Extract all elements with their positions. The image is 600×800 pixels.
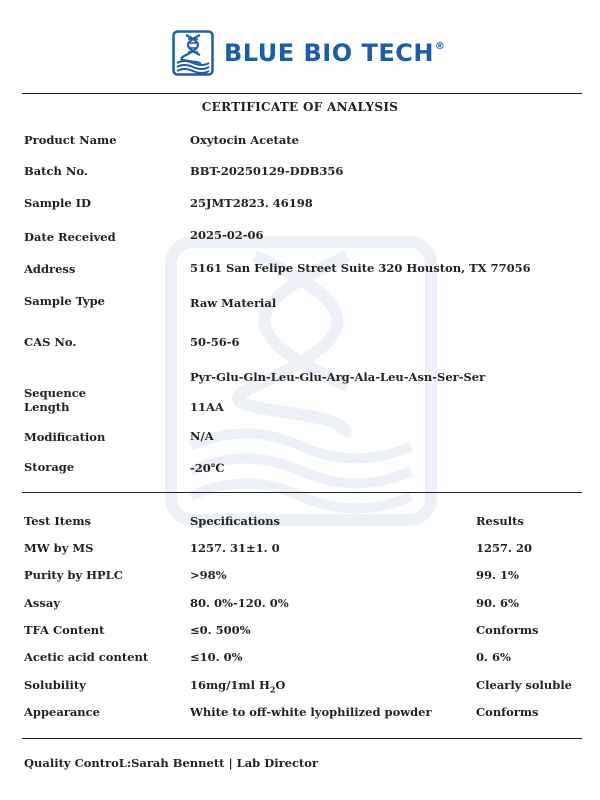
test-item: Solubility [24, 678, 86, 692]
test-item: Assay [24, 596, 61, 610]
section-rule [22, 492, 582, 493]
brand-name: BLUE BIO TECH® [224, 39, 446, 67]
test-spec: ≤0. 500% [190, 623, 251, 637]
test-result: Conforms [476, 705, 539, 719]
date-received-label: Date Received [24, 230, 116, 244]
test-item: TFA Content [24, 623, 105, 637]
address-label: Address [24, 262, 76, 276]
sample-id-label: Sample ID [24, 196, 92, 210]
test-result: Conforms [476, 623, 539, 637]
test-result: Clearly soluble [476, 678, 573, 692]
quality-control-signature: Quality ControL:Sarah Bennett | Lab Director [24, 756, 318, 770]
sample-type-value: Raw Material [190, 296, 277, 310]
test-item: Appearance [24, 705, 100, 719]
dna-logo-icon [172, 30, 214, 76]
test-result: 99. 1% [476, 568, 519, 582]
product-name-label: Product Name [24, 133, 117, 147]
date-received-value: 2025-02-06 [190, 228, 264, 242]
test-item: Purity by HPLC [24, 568, 123, 582]
test-spec-tail: O [275, 678, 286, 692]
document-title: CERTIFICATE OF ANALYSIS [201, 100, 399, 114]
batch-no-value: BBT-20250129-DDB356 [190, 164, 344, 178]
test-spec [190, 678, 285, 694]
test-spec: 80. 0%-120. 0% [190, 596, 289, 610]
test-spec: >98% [190, 568, 227, 582]
cas-no-label: CAS No. [24, 335, 77, 349]
cas-no-value: 50-56-6 [190, 335, 240, 349]
footer-rule [22, 738, 582, 739]
length-value: 11AA [190, 400, 224, 414]
test-spec: White to off-white lyophilized powder [190, 705, 432, 719]
test-spec: ≤10. 0% [190, 650, 243, 664]
header-test-items: Test Items [24, 514, 91, 528]
length-label: Length [24, 400, 70, 414]
test-result: 90. 6% [476, 596, 519, 610]
address-value: 5161 San Felipe Street Suite 320 Houston, TX 77056 [190, 261, 531, 275]
test-spec-subscript: 2 [269, 684, 276, 695]
brand-logo [172, 30, 446, 80]
test-result: 1257. 20 [476, 541, 533, 555]
header-results: Results [476, 514, 524, 528]
storage-label: Storage [24, 460, 75, 474]
test-item: MW by MS [24, 541, 94, 555]
batch-no-label: Batch No. [24, 164, 88, 178]
registered-mark: ® [434, 41, 446, 52]
sample-id-value: 25JMT2823. 46198 [190, 196, 313, 210]
test-spec: 1257. 31±1. 0 [190, 541, 280, 555]
product-name-value: Oxytocin Acetate [190, 133, 299, 147]
storage-value: -20℃ [190, 461, 225, 475]
sequence-label: Sequence [24, 386, 87, 400]
modification-label: Modification [24, 430, 106, 444]
test-spec-main: 16mg/1ml H [190, 678, 270, 692]
modification-value: N/A [190, 429, 214, 443]
sample-type-label: Sample Type [24, 294, 105, 308]
sequence-value: Pyr-Glu-Gln-Leu-Glu-Arg-Ala-Leu-Asn-Ser-Ser [190, 370, 486, 384]
test-result: 0. 6% [476, 650, 511, 664]
header-rule [22, 93, 582, 94]
header-specifications: Specifications [190, 514, 281, 528]
test-item: Acetic acid content [24, 650, 149, 664]
